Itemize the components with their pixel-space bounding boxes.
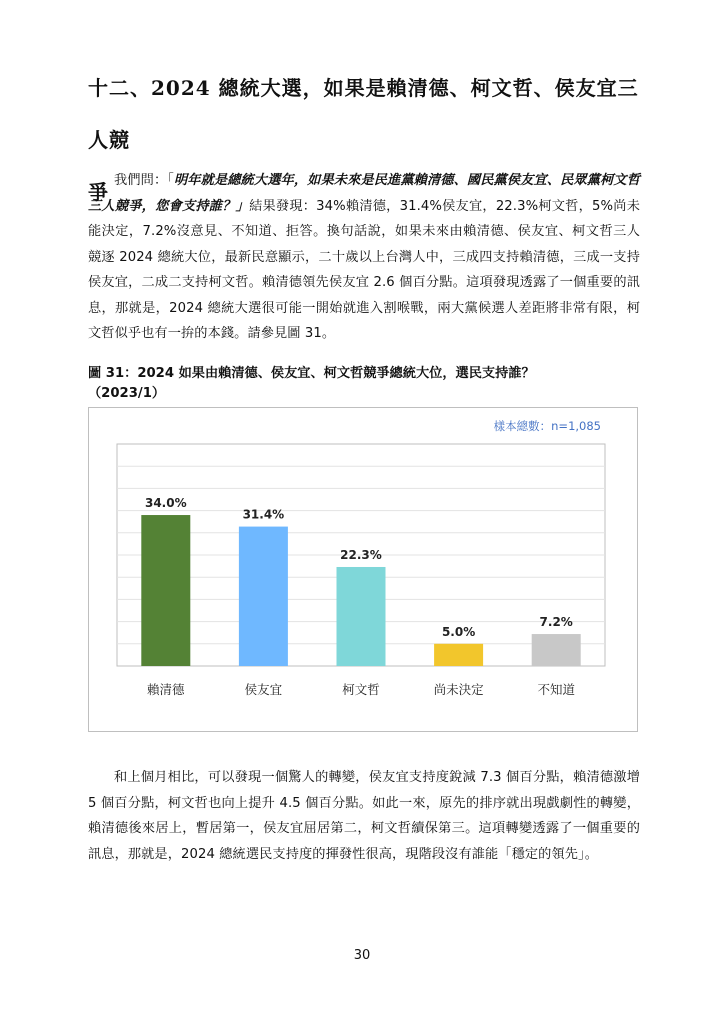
bar-4 (434, 644, 483, 666)
category-labels (147, 682, 575, 697)
caption-line-1: 圖 31：2024 如果由賴清德、侯友宜、柯文哲競爭總統大位，選民支持誰？ (88, 366, 535, 381)
page-number: 30 (353, 948, 371, 963)
question-lead: 我們問：「 (114, 173, 174, 188)
category-label-5: 不知道 (537, 682, 575, 697)
value-label-1: 34.0% (144, 496, 187, 511)
bar-chart (88, 407, 638, 732)
category-label-3: 柯文哲 (342, 682, 380, 697)
chart-canvas (89, 408, 639, 733)
bar-1 (141, 515, 190, 666)
heading-line-1: 十二、2024 總統大選，如果是賴清德、柯文哲、侯友宜三人競 (88, 76, 639, 152)
bar-5 (532, 634, 581, 666)
paragraph-1-body: 結果發現：34%賴清德，31.4%侯友宜，22.3%柯文哲，5%尚未能決定，7.2%沒意見、不知道、拒答。換句話說，如果未來由賴清德、侯友宜、柯文哲三人競逐 2024 總統大位，最新民意顯示，二十歲以上台灣人中，三成四支持賴清德，三成一支持侯友宜，二成二支持柯文哲。賴清德領先侯友宜 2.6 個百分點。這項發現透露了一個重要的訊息，那就是，2024 總統大選很可能一開始就進入割喉戰，兩大黨候選人差距將非常有限，柯文哲似乎也有一拚的本錢。請參見圖 31。 (88, 198, 640, 341)
heading-line-2: 爭 (88, 180, 109, 204)
caption-line-2: （2023/1） (88, 386, 166, 401)
paragraph-1 (88, 168, 640, 347)
value-label-3: 22.3% (340, 547, 382, 562)
survey-question: 明年就是總統大選年，如果未來是民進黨賴清德、國民黨侯友宜、民眾黨柯文哲三人競爭，您會支持誰？」 (88, 173, 640, 214)
value-label-5: 7.2% (539, 615, 573, 630)
bar-3 (337, 567, 386, 666)
bar-2 (239, 527, 288, 666)
category-label-2: 侯友宜 (244, 682, 283, 697)
figure-caption (88, 364, 648, 404)
value-label-2: 31.4% (242, 507, 285, 522)
sample-size-note: 樣本總數：n=1,085 (493, 419, 601, 433)
paragraph-2: 和上個月相比，可以發現一個驚人的轉變，侯友宜支持度銳減 7.3 個百分點，賴清德激增 5 個百分點，柯文哲也向上提升 4.5 個百分點。如此一來，原先的排序就出現戲劇性的轉變，賴清德後來居上，暫居第一，侯友宜屈居第二，柯文哲續保第三。這項轉變透露了一個重要的訊息，那就是，2024 總統選民支持度的揮發性很高，現階段沒有誰能「穩定的領先」。 (88, 770, 640, 862)
category-label-1: 賴清德 (147, 682, 185, 697)
value-label-4: 5.0% (441, 624, 476, 639)
category-label-4: 尚未決定 (433, 682, 484, 697)
